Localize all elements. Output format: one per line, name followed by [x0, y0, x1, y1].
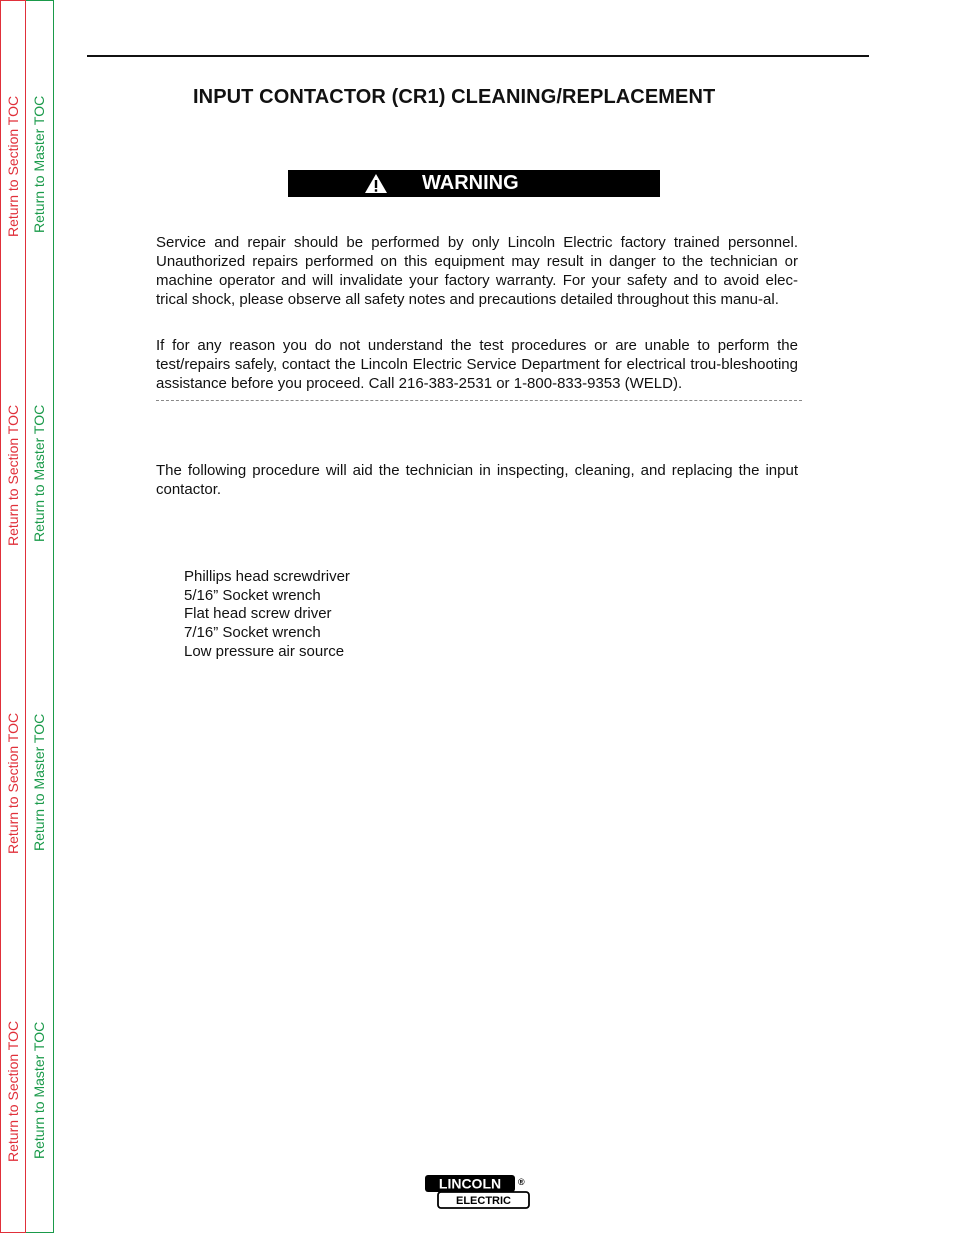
registered-mark: ® — [518, 1177, 525, 1187]
tools-list — [184, 568, 350, 662]
return-to-section-toc-link[interactable]: Return to Section TOC — [5, 95, 21, 237]
return-to-master-toc-link[interactable]: Return to Master TOC — [31, 1021, 47, 1159]
page-title: INPUT CONTACTOR (CR1) CLEANING/REPLACEMENT — [193, 86, 716, 108]
list-item: Flat head screw driver — [184, 605, 332, 623]
warning-banner — [288, 170, 660, 197]
warning-label: WARNING — [422, 172, 519, 194]
warning-triangle-icon — [364, 173, 388, 194]
list-item: 7/16” Socket wrench — [184, 624, 321, 642]
return-to-section-toc-link[interactable]: Return to Section TOC — [5, 712, 21, 854]
header-rule — [87, 55, 869, 57]
procedure-description: The following procedure will aid the technician in inspecting, cleaning, and replacing the input contactor. — [156, 462, 798, 498]
return-to-master-toc-link[interactable]: Return to Master TOC — [31, 95, 47, 233]
logo-line-2: ELECTRIC — [456, 1195, 511, 1207]
logo-line-1: LINCOLN — [438, 1175, 502, 1192]
warning-paragraph: If for any reason you do not understand the test procedures or are unable to perform the test/repairs safely, contact the Lincoln Electric Service Department for electrical trou-bleshooting assistance before you proceed. Call 216-383-2531 or 1-800-833-9353 (WELD). — [156, 337, 798, 392]
return-to-section-toc-link[interactable]: Return to Section TOC — [5, 1020, 21, 1162]
list-item: Phillips head screwdriver — [184, 568, 350, 585]
warning-paragraph: Service and repair should be performed by only Lincoln Electric factory trained personnel. Unauthorized repairs performed on this equipment may result in danger to the technician or machine operator and will invalidate your factory warranty. For your safety and to avoid elec-trical shock, please observe all safety notes and precautions detailed throughout this manu-al. — [156, 234, 798, 308]
list-item: 5/16” Socket wrench — [184, 586, 321, 604]
dashed-divider — [156, 400, 802, 401]
return-to-master-toc-link[interactable]: Return to Master TOC — [31, 404, 47, 542]
list-item: Low pressure air source — [184, 642, 345, 660]
return-to-section-toc-link[interactable]: Return to Section TOC — [5, 404, 21, 546]
lincoln-electric-logo — [424, 1174, 530, 1210]
return-to-master-toc-link[interactable]: Return to Master TOC — [31, 713, 47, 851]
